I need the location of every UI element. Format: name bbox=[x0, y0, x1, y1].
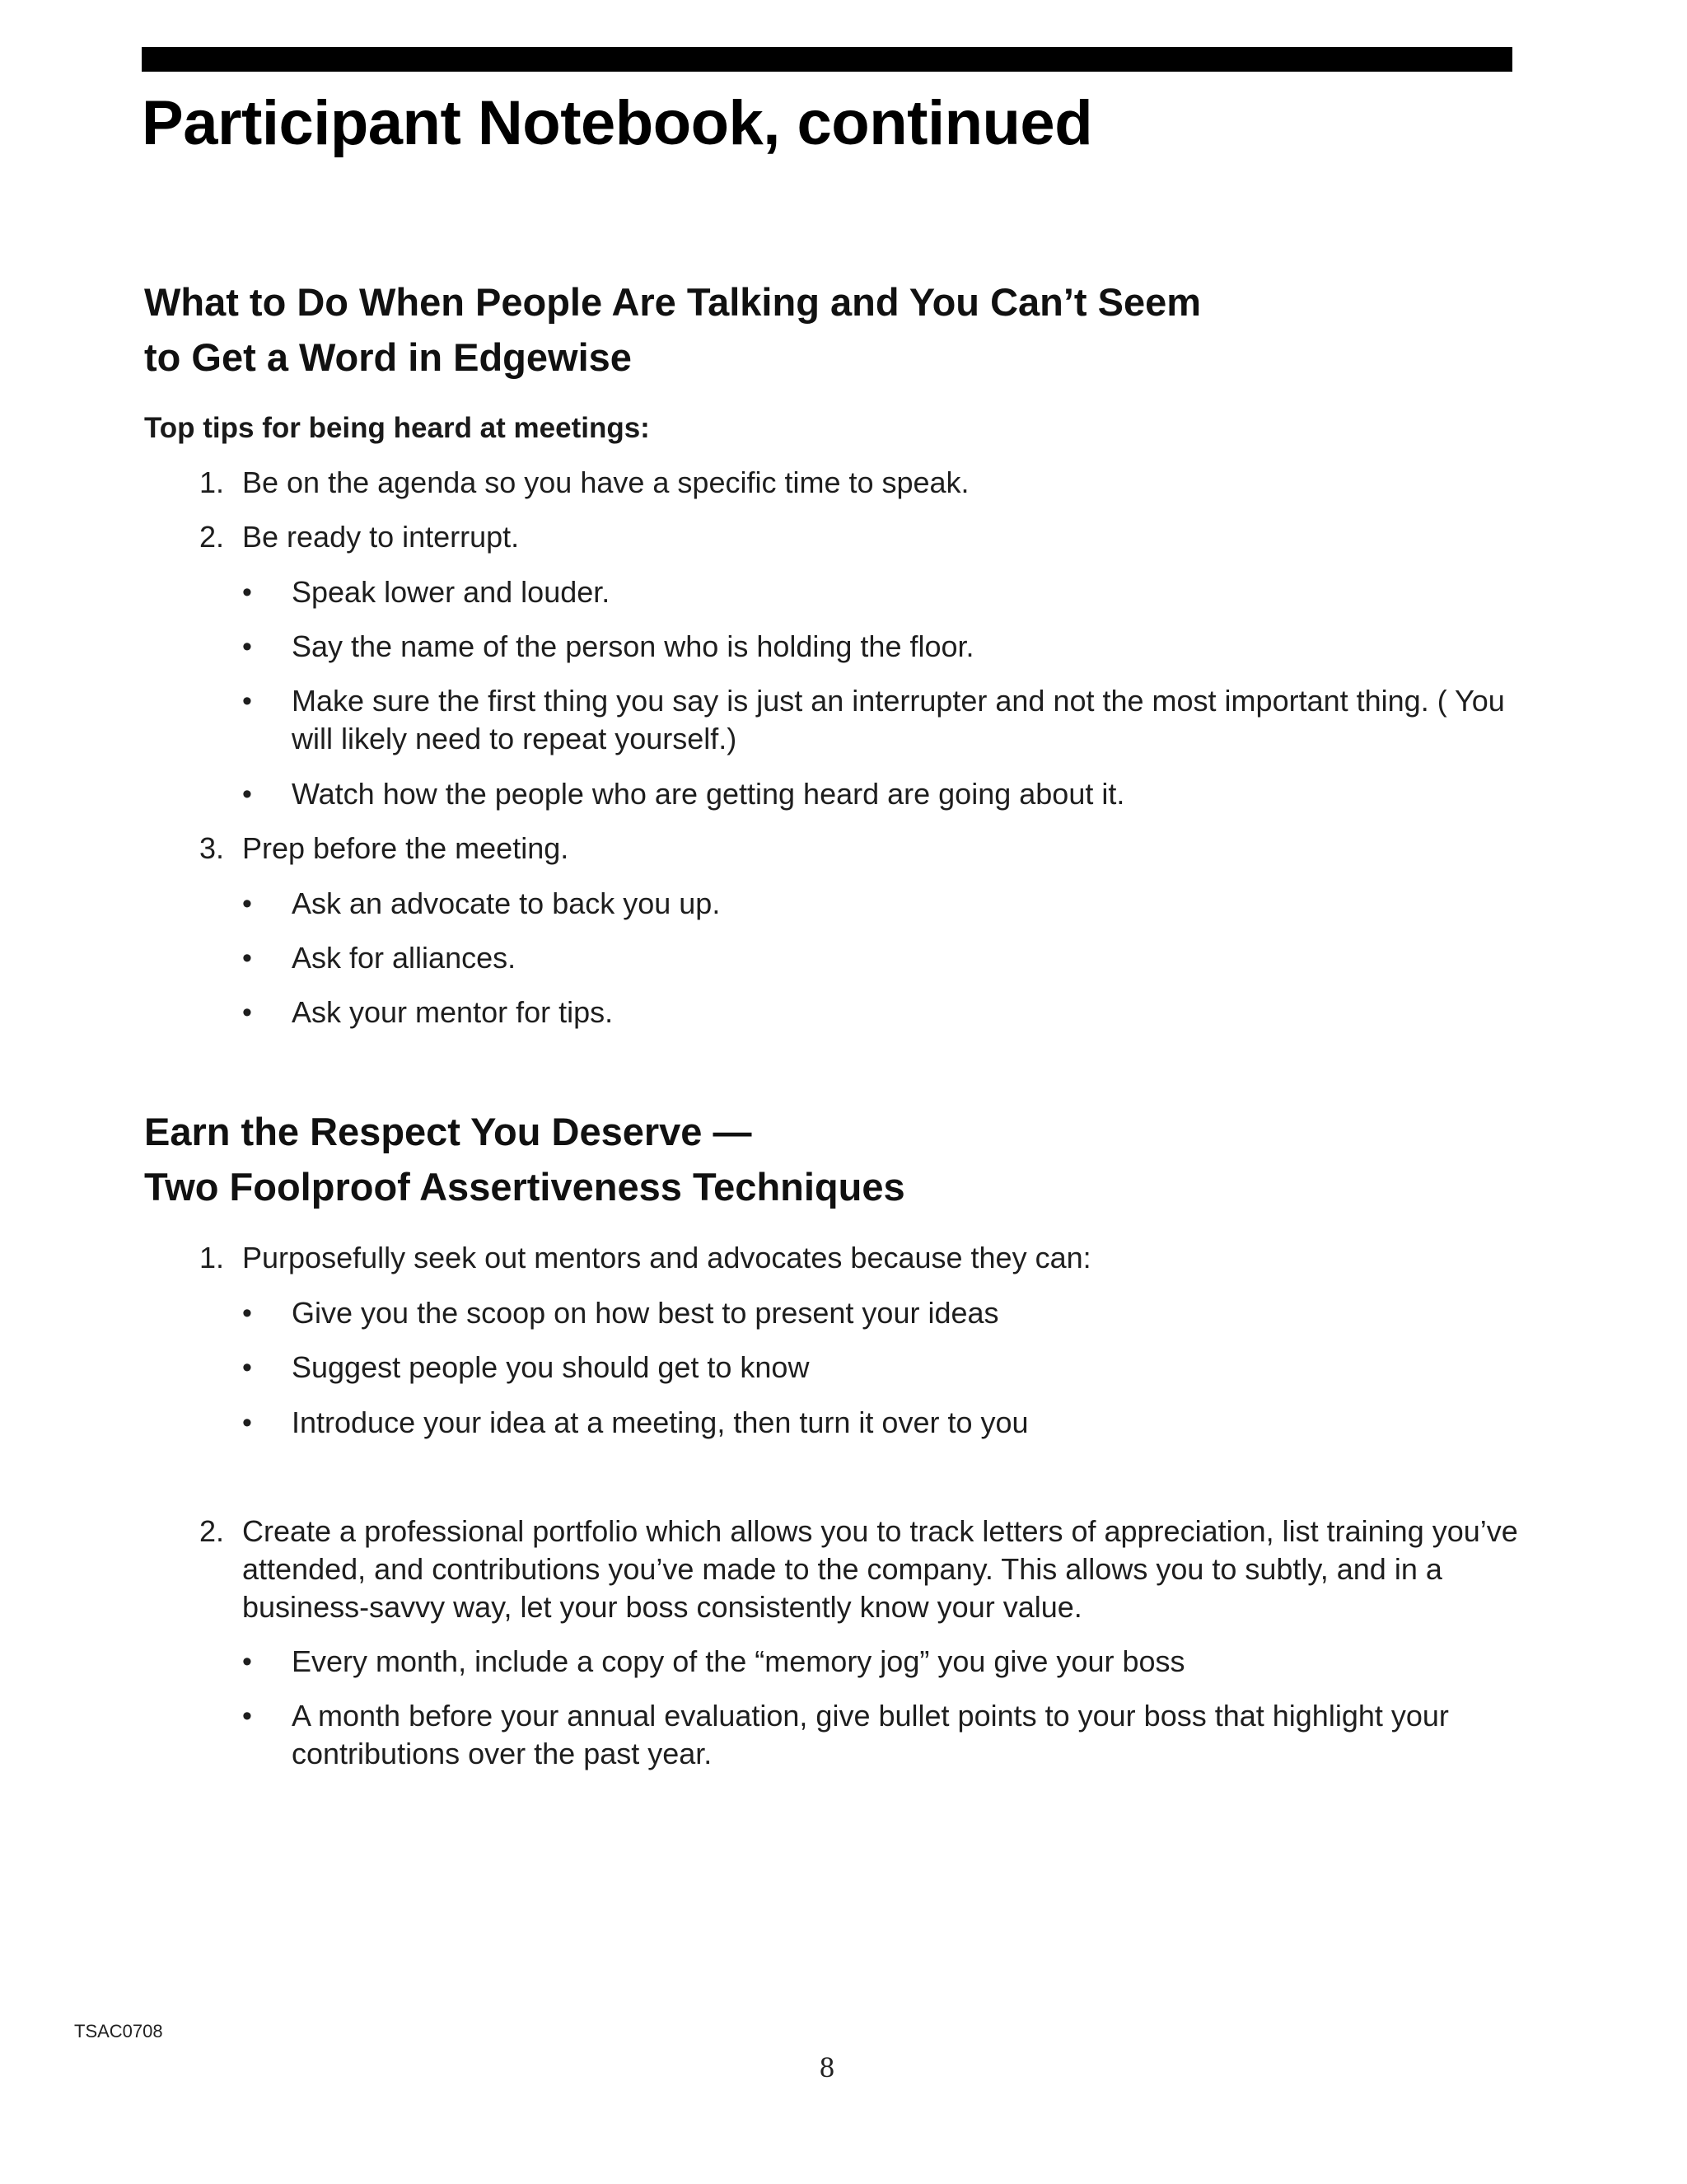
list-item-3: 3. Prep before the meeting. bbox=[199, 831, 569, 865]
bullet-item: • Make sure the first thing you say is just an interrupter and not the most important thing. ( You will likely need to repeat yourself.) bbox=[242, 684, 1505, 755]
page-number: 8 bbox=[820, 2051, 834, 2083]
bullet-item: • Ask your mentor for tips. bbox=[242, 995, 614, 1029]
bullet-item: • Say the name of the person who is holding the floor. bbox=[242, 629, 974, 663]
list-item-2: 2. Create a professional portfolio which allows you to track letters of appreciation, list training you’ve attended, and contributions you’ve made to the company. This allows you to subtly, and in a business-savvy way, let your boss consistently know your value. bbox=[199, 1514, 1518, 1624]
bullet-item: • A month before your annual evaluation, give bullet points to your boss that highlight your contributions over the past year. bbox=[242, 1699, 1449, 1770]
bullet-item: • Introduce your idea at a meeting, then turn it over to you bbox=[242, 1405, 1029, 1439]
bullet-item: • Ask an advocate to back you up. bbox=[242, 886, 721, 920]
list-item-1: 1. Be on the agenda so you have a specific time to speak. bbox=[199, 465, 970, 499]
bullet-item: • Suggest people you should get to know bbox=[242, 1350, 810, 1384]
document-code: TSAC0708 bbox=[74, 2021, 163, 2041]
section1-heading bbox=[144, 274, 1201, 385]
bullet-item: • Speak lower and louder. bbox=[242, 575, 610, 609]
bullet-item: • Every month, include a copy of the “memory jog” you give your boss bbox=[242, 1644, 1185, 1678]
list-item-1: 1. Purposefully seek out mentors and advocates because they can: bbox=[199, 1241, 1091, 1274]
bullet-item: • Watch how the people who are getting heard are going about it. bbox=[242, 777, 1125, 811]
page-title: Participant Notebook, continued bbox=[142, 88, 1093, 158]
section1-heading-line1: What to Do When People Are Talking and You Can’t Seem bbox=[144, 280, 1202, 324]
list-item-2: 2. Be ready to interrupt. bbox=[199, 520, 520, 554]
section2-heading-line1: Earn the Respect You Deserve — bbox=[144, 1110, 752, 1153]
top-rule bbox=[142, 47, 1512, 72]
section1-subhead: Top tips for being heard at meetings: bbox=[144, 412, 650, 444]
section2-heading bbox=[144, 1104, 905, 1214]
section2-heading-line2: Two Foolproof Assertiveness Techniques bbox=[144, 1165, 905, 1209]
bullet-item: • Give you the scoop on how best to present your ideas bbox=[242, 1296, 999, 1330]
bullet-item: • Ask for alliances. bbox=[242, 941, 516, 975]
section1-heading-line2: to Get a Word in Edgewise bbox=[144, 335, 632, 379]
